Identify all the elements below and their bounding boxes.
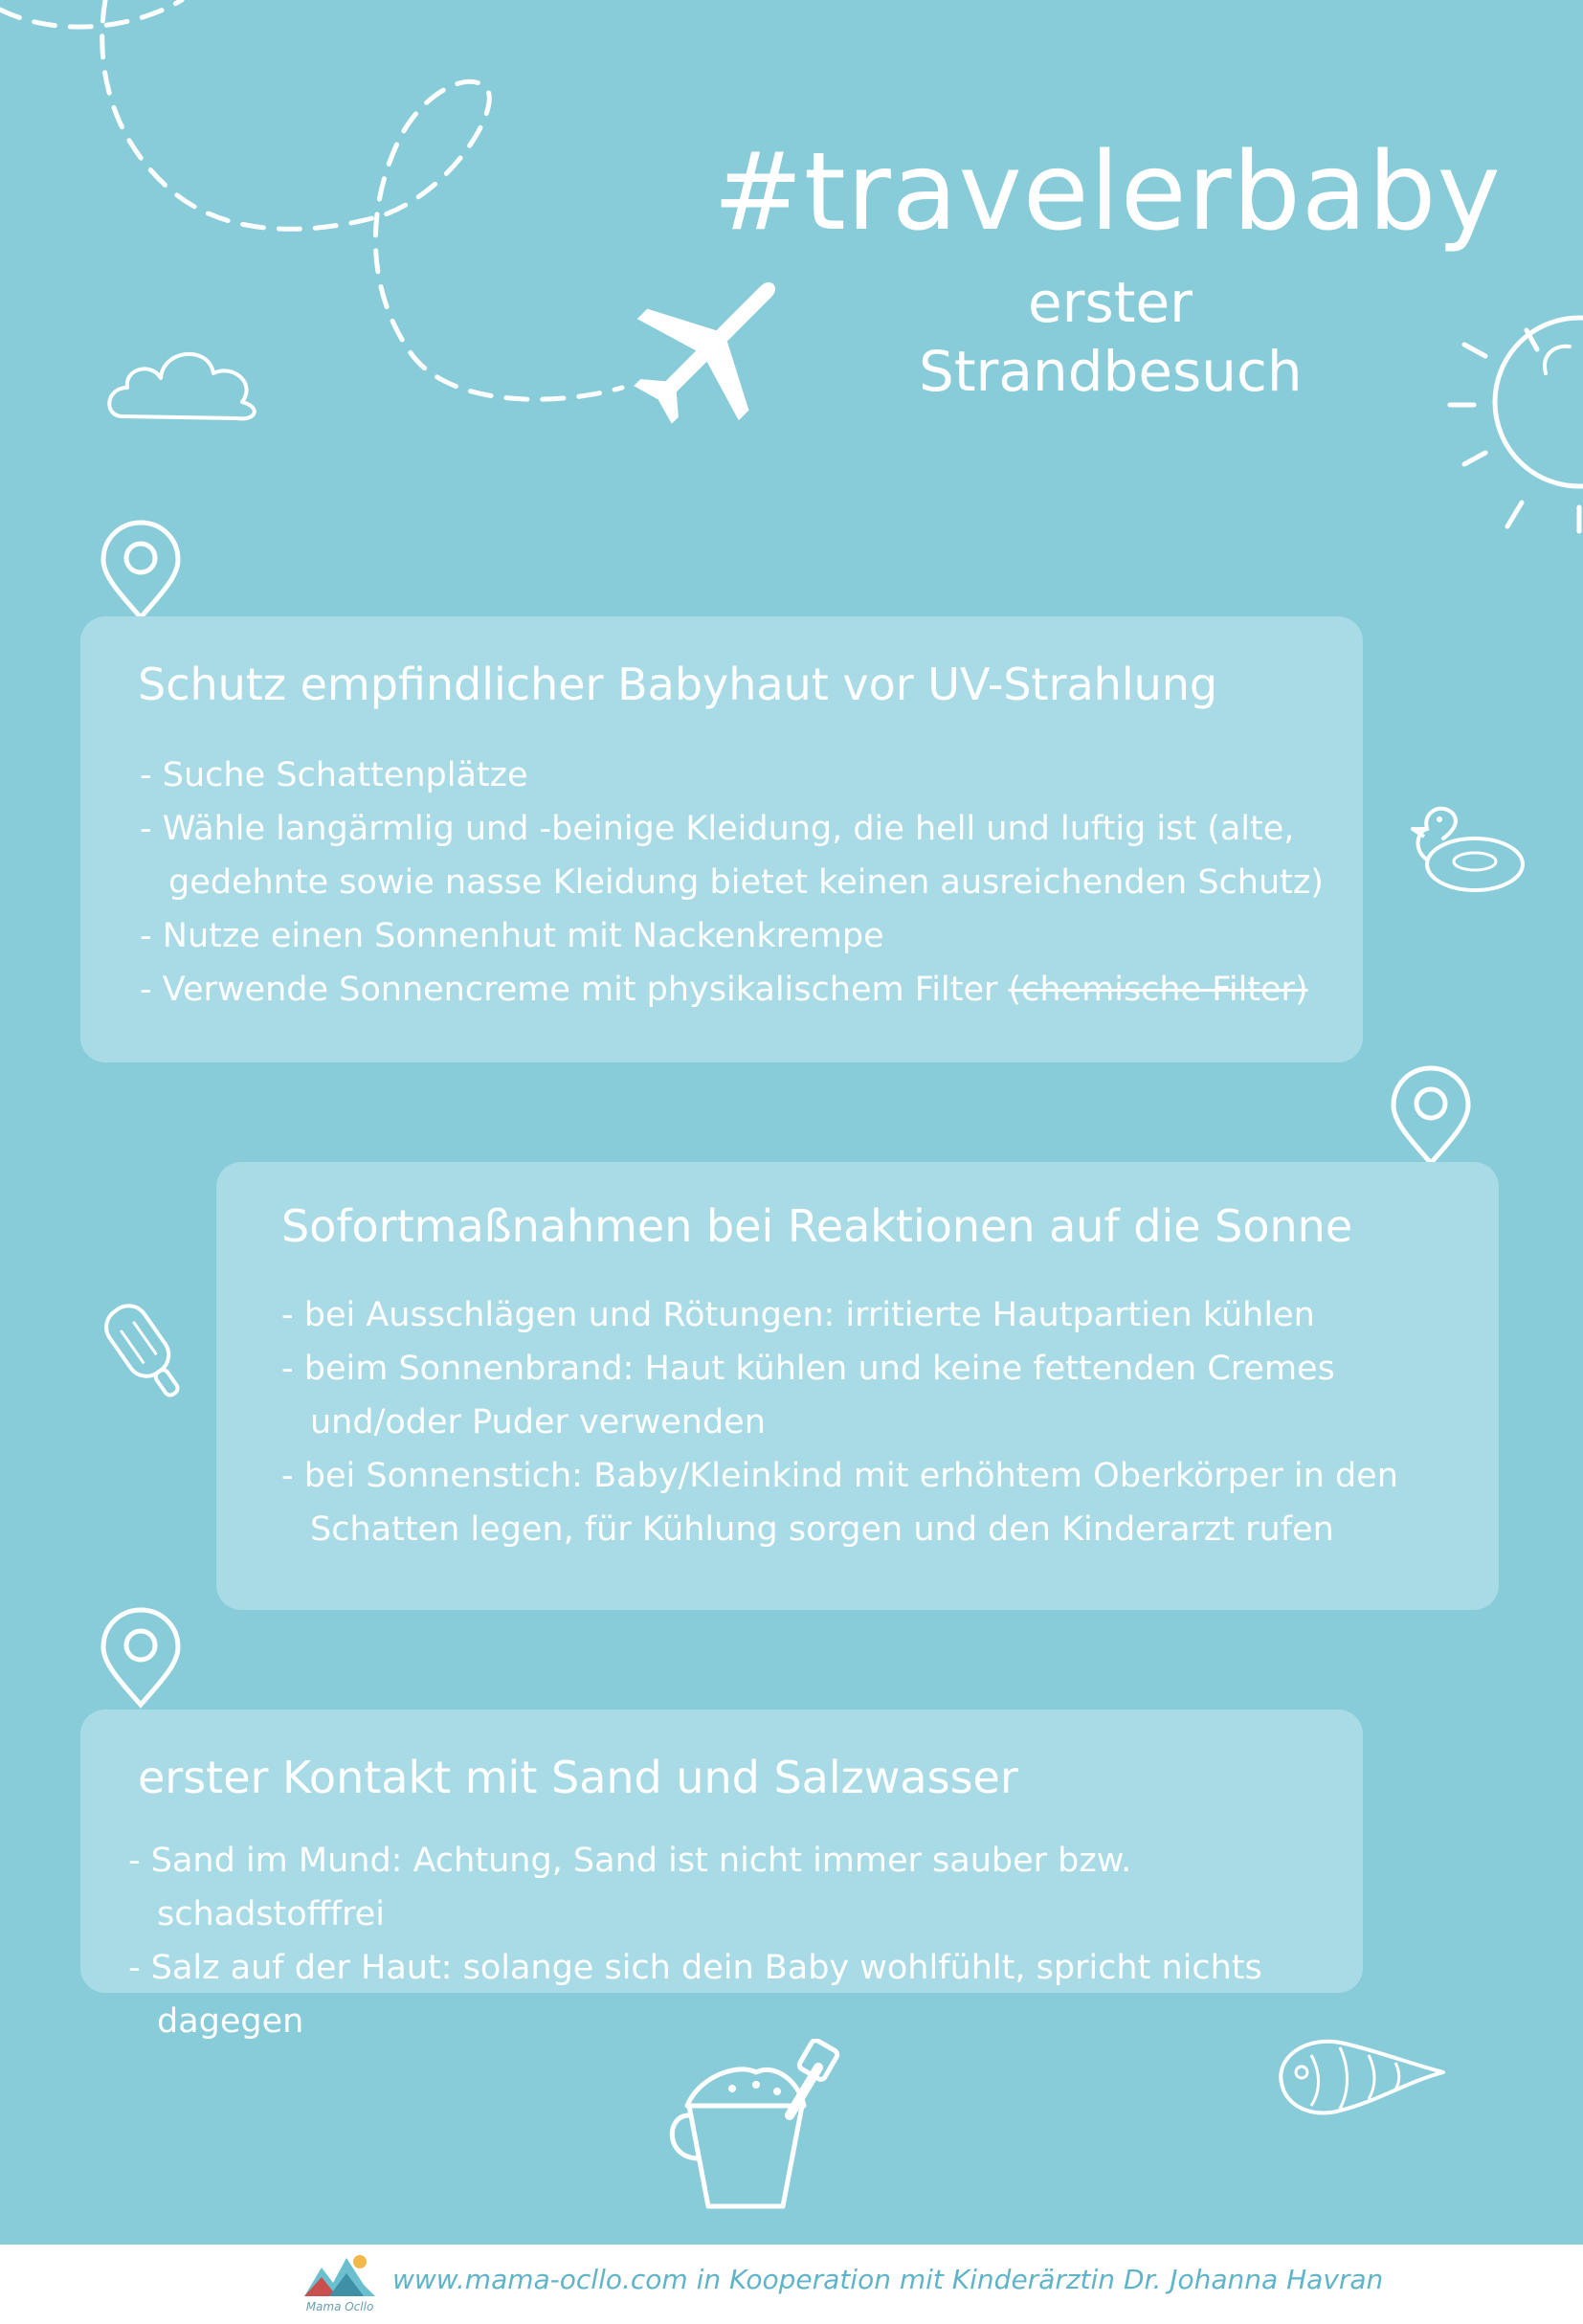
list-item-text: Verwende Sonnencreme mit physikalischem Filter <box>162 971 998 1009</box>
list-item: - Suche Schattenplätze <box>140 749 1327 802</box>
list-item: - bei Sonnenstich: Baby/Kleinkind mit erhöhtem Oberkörper in den Schatten legen, für Kühlung sorgen und den Kinderarzt rufen <box>281 1449 1478 1556</box>
location-pin-icon <box>96 1604 187 1709</box>
sand-bucket-icon <box>660 2039 852 2221</box>
section-heading: Schutz empfindlicher Babyhaut vor UV-Strahlung <box>138 659 1218 710</box>
list-item: - Sand im Mund: Achtung, Sand ist nicht immer sauber bzw. schadstofffrei <box>128 1834 1353 1941</box>
page-subtitle <box>919 268 1302 406</box>
subtitle-line-2: Strandbesuch <box>919 339 1303 404</box>
logo-text: Mama Ocllo <box>305 2300 374 2313</box>
airplane-icon <box>622 258 794 440</box>
list-item: - Salz auf der Haut: solange sich dein Baby wohlfühlt, spricht nichts dagegen <box>128 1941 1353 2048</box>
popsicle-icon <box>96 1292 191 1407</box>
mama-ocllo-logo <box>301 2248 379 2321</box>
subtitle-line-1: erster <box>1027 270 1193 335</box>
list-item: - bei Ausschlägen und Rötungen: irritierte Hautpartien kühlen <box>281 1288 1478 1342</box>
sun-icon <box>1436 268 1583 536</box>
uv-protection-list <box>140 749 1327 1017</box>
section-heading: Sofortmaßnahmen bei Reaktionen auf die Sonne <box>281 1200 1353 1252</box>
duck-float-icon <box>1384 802 1527 898</box>
page-title: #travelerbaby <box>713 130 1502 255</box>
footer-credit-link[interactable]: www.mama-ocllo.com in Kooperation mit Kinderärztin Dr. Johanna Havran <box>392 2264 1384 2295</box>
sun-reaction-list <box>281 1288 1478 1556</box>
list-item: - Wähle langärmlig und -beinige Kleidung, die hell und luftig ist (alte, gedehnte sowie nasse Kleidung bietet keinen ausreichenden Schutz) <box>140 802 1327 909</box>
section-heading: erster Kontakt mit Sand und Salzwasser <box>138 1752 1018 1803</box>
location-pin-icon <box>96 517 187 622</box>
cloud-icon <box>103 325 266 431</box>
dashed-flight-path-icon <box>0 0 670 421</box>
list-item: - beim Sonnenbrand: Haut kühlen und keine fettenden Cremes und/oder Puder verwenden <box>281 1342 1478 1449</box>
list-item: - Nutze einen Sonnenhut mit Nackenkrempe <box>140 909 1327 963</box>
sand-saltwater-list <box>128 1834 1353 2048</box>
location-pin-icon <box>1386 1062 1477 1168</box>
seashell-icon <box>1273 2034 1450 2120</box>
sun-reaction-card <box>216 1162 1499 1610</box>
logo-mark-icon <box>301 2248 379 2302</box>
uv-protection-card <box>80 616 1363 1062</box>
struck-through-text: (chemische Filter) <box>1008 971 1308 1009</box>
list-item <box>140 963 1327 1017</box>
sand-saltwater-card <box>80 1709 1363 2041</box>
footer <box>0 2245 1583 2324</box>
